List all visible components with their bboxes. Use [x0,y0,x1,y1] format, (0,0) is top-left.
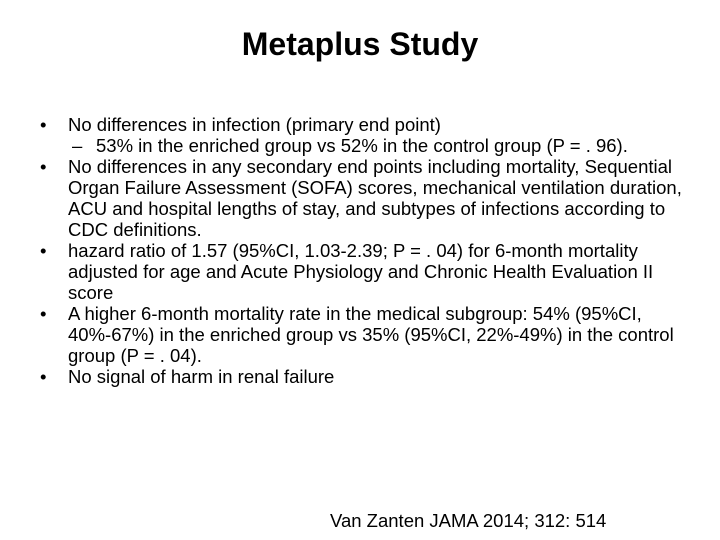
bullet-item [40,366,700,387]
bullet-text: hazard ratio of 1.57 (95%CI, 1.03-2.39; P = . 04) for 6-month mortality adjusted for age and Acute Physiology and Chronic Health Evaluation II score [68,240,654,303]
bullet-item [40,303,700,366]
bullet-item [40,114,700,135]
bullet-marker: • [40,114,47,135]
bullet-text: No differences in any secondary end points including mortality, Sequential Organ Failure Assessment (SOFA) scores, mechanical ventilation duration, ACU and hospital lengths of stay, and subtypes of infections according to CDC definitions. [68,156,682,240]
bullet-marker: • [40,156,47,177]
bullet-text: No signal of harm in renal failure [68,366,335,387]
sub-bullet-item [40,135,700,156]
sub-bullet-text: 53% in the enriched group vs 52% in the control group (P = . 96). [96,135,628,156]
bullet-item [40,240,700,303]
bullet-text: A higher 6-month mortality rate in the medical subgroup: 54% (95%CI, 40%-67%) in the enriched group vs 35% (95%CI, 22%-49%) in the control group (P = . 04). [68,303,674,366]
citation: Van Zanten JAMA 2014; 312: 514 [330,510,607,531]
bullet-marker: • [40,240,47,261]
bullet-item [40,156,700,240]
slide-title: Metaplus Study [241,26,479,62]
bullet-list [40,114,700,387]
bullet-marker: • [40,366,47,387]
bullet-text: No differences in infection (primary end point) [68,114,441,135]
sub-bullet-marker: – [72,135,83,156]
bullet-marker: • [40,303,47,324]
